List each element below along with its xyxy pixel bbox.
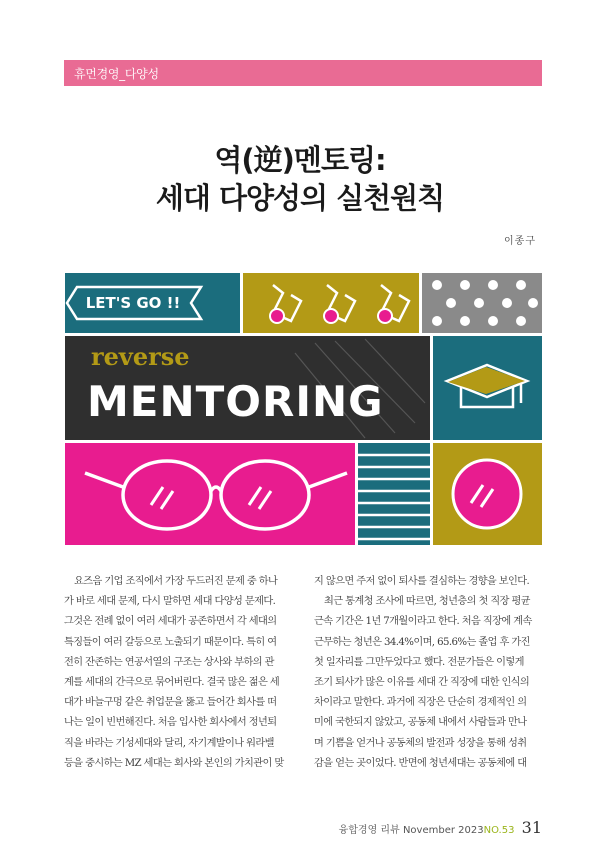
reverse-text: reverse	[91, 342, 190, 371]
body-line: 미에 국한되지 않았고, 공동체 내에서 사람들과 만나	[314, 717, 527, 729]
article-title-line1: 역(逆)멘토링:	[214, 143, 386, 177]
mentoring-text: MENTORING	[87, 377, 384, 426]
body-line: 감을 얻는 곳이었다. 반면에 청년세대는 공동체에 대	[314, 757, 527, 769]
section-label: 휴먼경영_다양성	[74, 67, 159, 81]
body-line: 가 바로 세대 문제, 다시 말하면 세대 다양성 문제다.	[64, 596, 276, 608]
flask-liquid-icon	[378, 309, 392, 323]
body-line: 근무하는 청년은 34.4%이며, 65.6%는 졸업 후 가진	[314, 636, 530, 648]
body-line: 나는 일이 빈번해진다. 처음 입사한 회사에서 정년퇴	[64, 717, 277, 729]
flask-liquid-icon	[270, 309, 284, 323]
page-number: 31	[521, 818, 542, 837]
body-line: 계를 세대의 간극으로 묶어버린다. 결국 많은 젊은 세	[64, 677, 280, 689]
striped-panel	[358, 443, 430, 545]
body-line: 며 기쁨을 얻거나 공동체의 발전과 성장을 통해 성취	[314, 737, 527, 749]
body-column-right	[314, 572, 541, 774]
article-title-line2: 세대 다양성의 실천원칙	[155, 181, 445, 215]
body-line: 최근 통계청 조사에 따르면, 청년층의 첫 직장 평균	[324, 596, 530, 608]
pink-circle-icon	[453, 460, 521, 528]
body-line: 등을 중시하는 MZ 세대는 회사와 본인의 가치관이 맞	[64, 757, 284, 769]
body-line: 직을 바라는 기성세대와 달리, 자기계발이나 워라밸	[64, 737, 274, 749]
body-line: 첫 일자리를 그만두었다고 했다. 전문가들은 이렇게	[314, 656, 524, 668]
issue-date: November 2023	[402, 825, 484, 836]
body-column-left	[64, 572, 291, 774]
body-line: 조기 퇴사가 많은 이유를 세대 간 직장에 대한 인식의	[314, 677, 530, 689]
body-line: 근속 기간은 1년 7개월이라고 한다. 처음 직장에 계속	[314, 616, 532, 628]
reverse-mentoring-illustration	[65, 273, 542, 545]
body-line: 대가 바늘구멍 같은 취업문을 뚫고 들어간 회사를 떠	[64, 697, 277, 709]
body-line: 특징들이 여러 갈등으로 노출되기 때문이다. 특히 여	[64, 636, 277, 648]
page-footer	[339, 818, 542, 837]
body-line: 요즈음 기업 조직에서 가장 두드러진 문제 중 하나	[74, 576, 278, 587]
body-line: 지 않으면 주저 없이 퇴사를 결심하는 경향을 보인다.	[314, 576, 530, 587]
lets-go-text: LET'S GO !!	[85, 294, 181, 312]
author-name: 이종구	[504, 236, 536, 247]
body-line: 전히 잔존하는 연공서열의 구조는 상사와 부하의 관	[64, 656, 274, 668]
magazine-name: 융합경영 리뷰	[338, 825, 400, 836]
section-banner	[64, 60, 542, 86]
issue-number: NO.53	[483, 825, 515, 836]
body-line: 차이라고 말한다. 과거에 직장은 단순히 경제적인 의	[314, 697, 527, 709]
body-line: 그것은 전례 없이 여러 세대가 공존하면서 각 세대의	[64, 616, 277, 628]
flask-liquid-icon	[324, 309, 338, 323]
